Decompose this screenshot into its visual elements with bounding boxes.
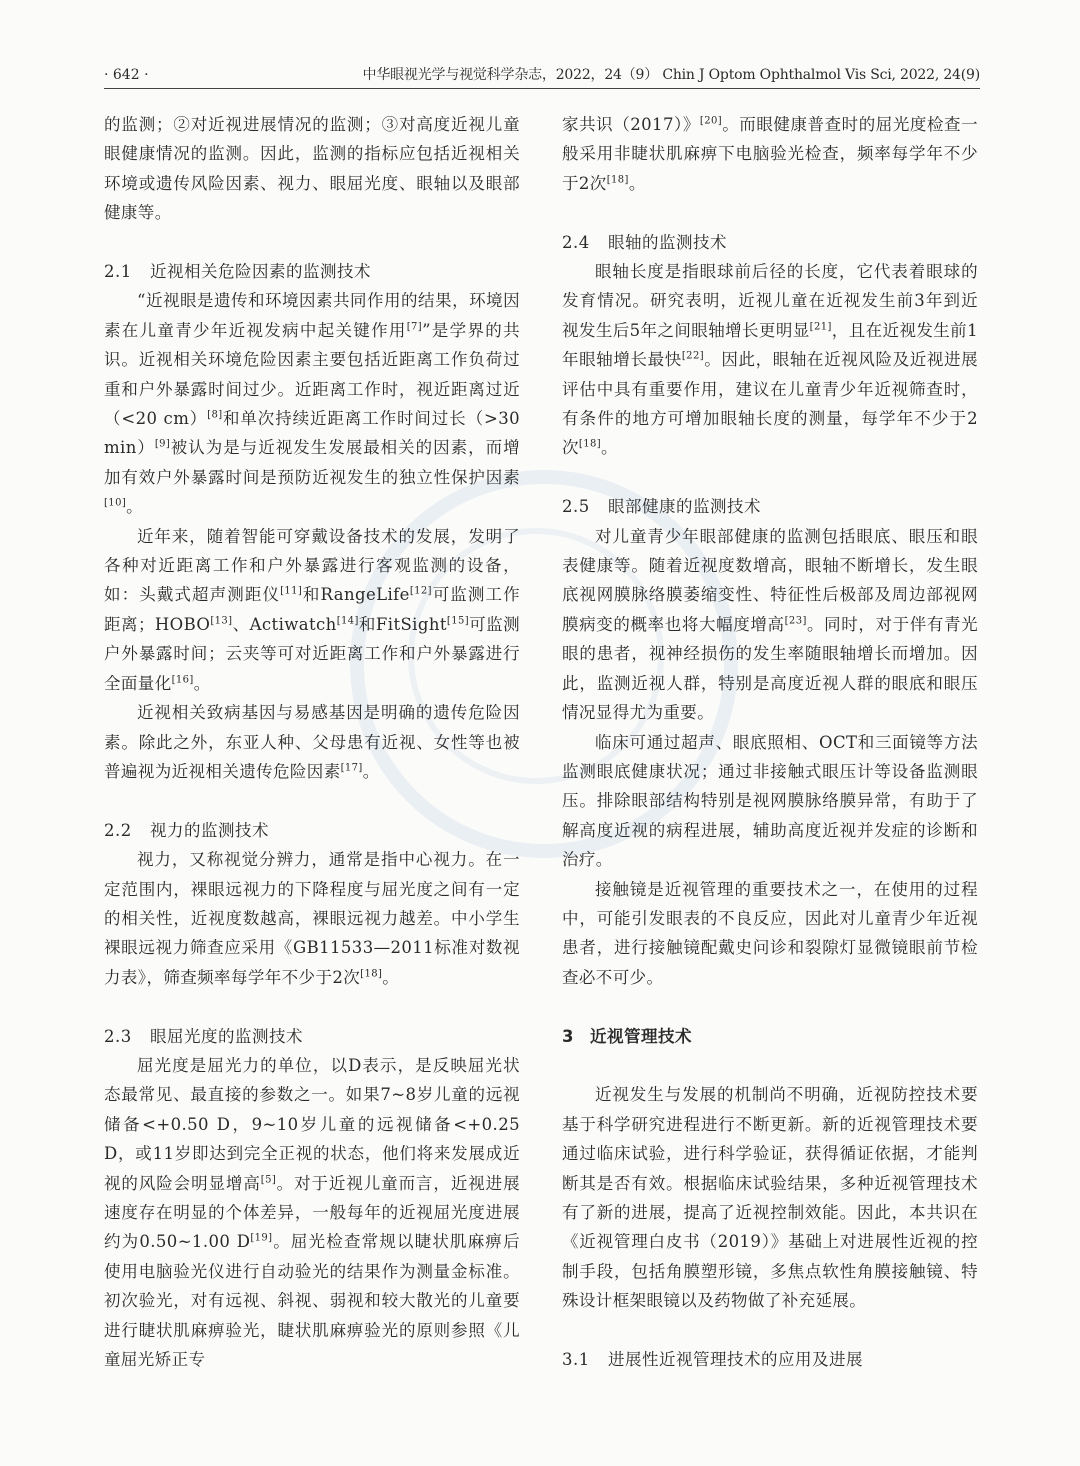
citation-ref: [18] bbox=[606, 174, 629, 186]
paragraph: “近视眼是遗传和环境因素共同作用的结果，环境因素在儿童青少年近视发病中起关键作用[7]”是学界的共识。近视相关环境危险因素主要包括近距离工作负荷过重和户外暴露时间过少。近距离工作时，视近距离过近（<20 cm）[8]和单次持续近距离工作时间过长（>30 min）[9]被认为是与近视发生发展最相关的因素，而增加有效户外暴露时间是预防近视发生的独立性保护因素[10]。 bbox=[104, 291, 521, 517]
citation-ref: [23] bbox=[784, 615, 807, 627]
citation-ref: [13] bbox=[210, 615, 233, 627]
section-heading-2-2: 2.2 视力的监测技术 bbox=[104, 820, 269, 840]
paragraph: 近年来，随着智能可穿戴设备技术的发展，发明了各种对近距离工作和户外暴露进行客观监测的设备，如：头戴式超声测距仪[11]和RangeLife[12]可监测工作距离；HOBO[13]、Actiwatch[14]和FitSight[15]可监测户外暴露时间；云夹等可对近距离工作和户外暴露进行全面量化[16]。 bbox=[104, 526, 521, 693]
citation-ref: [18] bbox=[360, 968, 383, 980]
citation-ref: [18] bbox=[578, 438, 602, 450]
section-heading-2-3: 2.3 眼屈光度的监测技术 bbox=[104, 1026, 303, 1046]
citation-ref: [8] bbox=[207, 409, 223, 421]
paragraph: 近视相关致病基因与易感基因是明确的遗传危险因素。除此之外，东亚人种、父母患有近视、女性等也被普遍视为近视相关遗传危险因素[17]。 bbox=[104, 703, 520, 781]
citation-ref: [10] bbox=[104, 497, 127, 509]
section-heading-2-4: 2.4 眼轴的监测技术 bbox=[562, 232, 727, 252]
paragraph: 视力，又称视觉分辨力，通常是指中心视力。在一定范围内，裸眼远视力的下降程度与屈光度之间有一定的相关性，近视度数越高，裸眼远视力越差。中小学生裸眼远视力筛查应采用《GB11533—2011标准对数视力表》，筛查频率每学年不少于2次[18]。 bbox=[104, 850, 520, 987]
citation-ref: [12] bbox=[409, 585, 432, 597]
paragraph: 临床可通过超声、眼底照相、OCT和三面镜等方法监测眼底健康状况；通过非接触式眼压计等设备监测眼压。排除眼部结构特别是视网膜脉络膜异常，有助于了解高度近视的病程进展，辅助高度近视并发症的诊断和治疗。 bbox=[562, 732, 978, 870]
citation-ref: [17] bbox=[340, 762, 363, 774]
paragraph: 对儿童青少年眼部健康的监测包括眼底、眼压和眼表健康等。随着近视度数增高，眼轴不断增长，发生眼底视网膜脉络膜萎缩变性、特征性后极部及周边部视网膜病变的概率也将大幅度增高[23]。同时，对于伴有青光眼的患者，视神经损伤的发生率随眼轴增长而增加。因此，监测近视人群，特别是高度近视人群的眼底和眼压情况显得尤为重要。 bbox=[562, 526, 979, 723]
citation-ref: [21] bbox=[809, 321, 832, 333]
section-heading-2-1: 2.1 近视相关危险因素的监测技术 bbox=[104, 262, 371, 282]
citation-ref: [11] bbox=[280, 585, 303, 597]
citation-ref: [22] bbox=[681, 350, 705, 362]
section-heading-3-1: 3.1 进展性近视管理技术的应用及进展 bbox=[562, 1349, 863, 1369]
paragraph: 眼轴长度是指眼球前后径的长度，它代表着眼球的发育情况。研究表明，近视儿童在近视发生前3年到近视发生后5年之间眼轴增长更明显[21]，且在近视发生前1年眼轴增长最快[22]。因此，眼轴在近视风险及近视进展评估中具有重要作用，建议在儿童青少年近视筛查时，有条件的地方可增加眼轴长度的测量，每学年不少于2次[18]。 bbox=[562, 262, 978, 458]
paragraph: 家共识（2017）》[20]。而眼健康普查时的屈光度检查一般采用非睫状肌麻痹下电脑验光检查，频率每学年不少于2次[18]。 bbox=[562, 115, 978, 193]
citation-ref: [7] bbox=[406, 321, 423, 333]
citation-ref: [9] bbox=[154, 438, 171, 450]
paragraph: 近视发生与发展的机制尚不明确，近视防控技术要基于科学研究进程进行不断更新。新的近视管理技术要通过临床试验，进行科学验证，获得循证依据，才能判断其是否有效。根据临床试验结果，多种近视管理技术有了新的进展，提高了近视控制效能。因此，本共识在《近视管理白皮书（2019）》基础上对进展性近视的控制手段，包括角膜塑形镜，多焦点软性角膜接触镜、特殊设计框架眼镜以及药物做了补充延展。 bbox=[562, 1085, 978, 1311]
paragraph: 的监测；②对近视进展情况的监测；③对高度近视儿童眼健康情况的监测。因此，监测的指标应包括近视相关环境或遗传风险因素、视力、眼屈光度、眼轴以及眼部健康等。 bbox=[104, 115, 520, 223]
citation-ref: [19] bbox=[250, 1232, 273, 1244]
section-heading-2-5: 2.5 眼部健康的监测技术 bbox=[562, 497, 761, 517]
citation-ref: [15] bbox=[446, 615, 470, 627]
page-number: · 642 · bbox=[104, 67, 149, 83]
left-column bbox=[104, 110, 520, 1374]
citation-ref: [20] bbox=[699, 115, 723, 127]
citation-ref: [5] bbox=[260, 1174, 277, 1186]
citation-ref: [16] bbox=[171, 674, 194, 686]
journal-citation: 中华眼视光学与视觉科学杂志，2022，24（9） Chin J Optom Ophthalmol Vis Sci, 2022, 24(9) bbox=[362, 67, 980, 83]
citation-ref: [14] bbox=[336, 615, 359, 627]
right-column bbox=[562, 110, 978, 1374]
section-heading-3: 3 近视管理技术 bbox=[562, 1026, 692, 1046]
paragraph: 屈光度是屈光力的单位，以D表示，是反映屈光状态最常见、最直接的参数之一。如果7~8岁儿童的远视储备<+0.50 D，9~10岁儿童的远视储备<+0.25 D，或11岁即达到完全正视的状态，他们将来发展成近视的风险会明显增高[5]。对于近视儿童而言，近视进展速度存在明显的个体差异，一般每年的近视屈光度进展约为0.50~1.00 D[19]。屈光检查常规以睫状肌麻痹后使用电脑验光仪进行自动验光的结果作为测量金标准。初次验光，对有远视、斜视、弱视和较大散光的儿童要进行睫状肌麻痹验光，睫状肌麻痹验光的原则参照《儿童屈光矫正专 bbox=[104, 1055, 520, 1370]
paragraph: 接触镜是近视管理的重要技术之一，在使用的过程中，可能引发眼表的不良反应，因此对儿童青少年近视患者，进行接触镜配戴史问诊和裂隙灯显微镜眼前节检查必不可少。 bbox=[562, 879, 978, 987]
page-header bbox=[104, 64, 980, 89]
